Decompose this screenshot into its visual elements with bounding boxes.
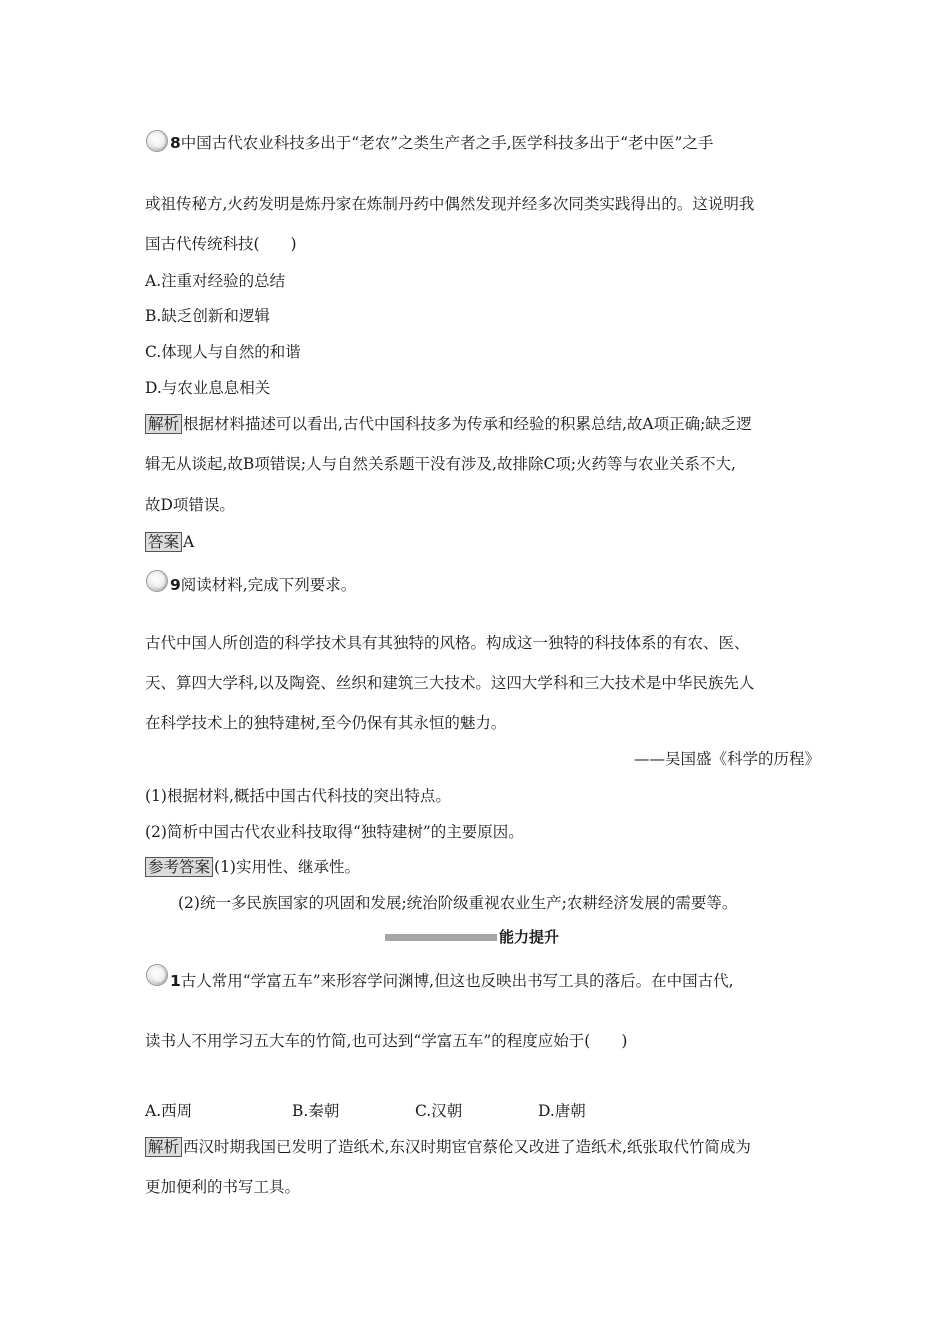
option-b: B.缺乏创新和逻辑 (145, 307, 270, 325)
analysis-line-2: 辑无从谈起,故B项错误;人与自然关系题干没有涉及,故排除C项;火药等与农业关系不大, (145, 455, 736, 473)
option-a: A.注重对经验的总结 (145, 272, 286, 290)
reference-answer-line-2: (2)统一多民族国家的巩固和发展;统治阶级重视农业生产;农耕经济发展的需要等。 (178, 894, 738, 912)
question-number: 8 (170, 134, 181, 152)
question-8-line-3: 国古代传统科技( ) (145, 235, 297, 253)
option-a: A.西周 (145, 1102, 193, 1120)
reference-answer-tag: 参考答案 (145, 857, 213, 877)
option-b: B.秦朝 (292, 1102, 340, 1120)
practice-1-line-1: 1古人常用“学富五车”来形容学问渊博,但这也反映出书写工具的落后。在中国古代, (170, 972, 734, 990)
analysis-line-3: 故D项错误。 (145, 496, 235, 514)
material-line-2: 天、算四大学科,以及陶瓷、丝织和建筑三大技术。这四大学科和三大技术是中华民族先人 (145, 674, 755, 692)
option-d: D.与农业息息相关 (145, 379, 271, 397)
question-number: 1 (170, 972, 181, 990)
practice-1-line-2: 读书人不用学习五大车的竹简,也可达到“学富五车”的程度应始于( ) (145, 1032, 628, 1050)
answer-tag: 答案 (145, 532, 182, 552)
answer-line: 答案 A (145, 531, 194, 553)
option-d: D.唐朝 (538, 1102, 586, 1120)
question-marker-icon (146, 964, 168, 986)
sub-question-1: (1)根据材料,概括中国古代科技的突出特点。 (145, 787, 451, 805)
section-bar (385, 934, 497, 941)
sub-question-2: (2)简析中国古代农业科技取得“独特建树”的主要原因。 (145, 823, 524, 841)
analysis-line-1: 解析 西汉时期我国已发明了造纸术,东汉时期宦官蔡伦又改进了造纸术,纸张取代竹简成为 (145, 1136, 751, 1158)
question-9-prompt: 9阅读材料,完成下列要求。 (170, 576, 357, 594)
analysis-tag: 解析 (145, 1137, 182, 1157)
option-c: C.汉朝 (415, 1102, 463, 1120)
section-title: 能力提升 (385, 926, 559, 948)
analysis-tag: 解析 (145, 414, 182, 434)
reference-answer-line-1: 参考答案 (1)实用性、继承性。 (145, 856, 360, 878)
question-number: 9 (170, 576, 181, 594)
option-c: C.体现人与自然的和谐 (145, 343, 301, 361)
question-marker-icon (146, 130, 168, 152)
question-marker-icon (146, 570, 168, 592)
question-8-line-2: 或祖传秘方,火药发明是炼丹家在炼制丹药中偶然发现并经多次同类实践得出的。这说明我 (145, 195, 755, 213)
material-line-3: 在科学技术上的独特建树,至今仍保有其永恒的魅力。 (145, 714, 507, 732)
material-line-1: 古代中国人所创造的科学技术具有其独特的风格。构成这一独特的科技体系的有农、医、 (145, 634, 750, 652)
question-8-line-1: 8中国古代农业科技多出于“老农”之类生产者之手,医学科技多出于“老中医”之手 (170, 134, 714, 152)
analysis-line-1: 解析 根据材料描述可以看出,古代中国科技多为传承和经验的积累总结,故A项正确;缺乏逻 (145, 413, 752, 435)
analysis-line-2: 更加便利的书写工具。 (145, 1178, 301, 1196)
material-source: ——吴国盛《科学的历程》 (634, 750, 821, 768)
